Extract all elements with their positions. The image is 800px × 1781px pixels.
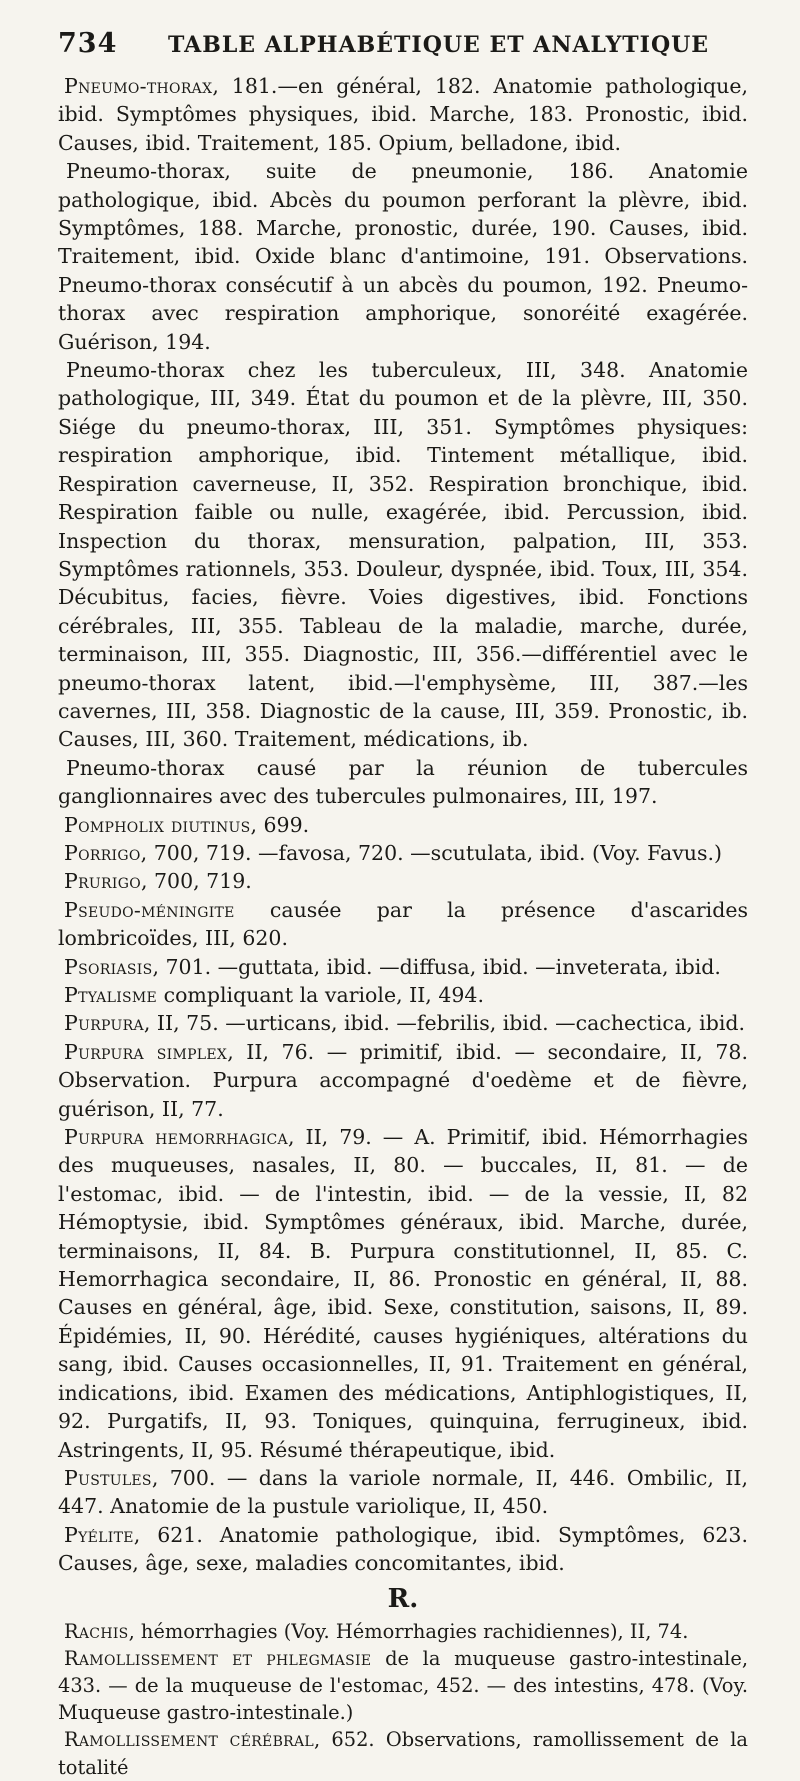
entry-text: , 621. Anatomie pathologique, ibid. Symptômes, 623. Causes, âge, sexe, maladies concomitantes, ibid.: [58, 1522, 748, 1576]
entry-text: Pneumo-thorax, suite de pneumonie, 186. Anatomie pathologique, ibid. Abcès du poumon perforant la plèvre, ibid. Symptômes, 188. Marche, pronostic, durée, 190. Causes, ibid. Traitement, ibid. Oxide blanc d'antimoine, 191. Observations. Pneumo-thorax consécutif à un abcès du poumon, 192. Pneumo-thorax avec respiration amphorique, sonoréité exagérée. Guérison, 194.: [58, 159, 748, 354]
entry-text: compliquant la variole, II, 494.: [157, 983, 484, 1007]
entry-head: Porrigo: [64, 840, 141, 865]
entry-text: , 699.: [250, 812, 310, 837]
entry-head: Pompholix diutinus: [64, 812, 251, 837]
entry-head: Ramollissement cérébral: [64, 1728, 315, 1752]
entry-text: Pneumo-thorax chez les tuberculeux, III, 348. Anatomie pathologique, III, 349. État du poumon et de la plèvre, III, 350. Siége du pneumo-thorax, III, 351. Symptômes physiques: respiration amphorique, ibid. Tintement métallique, ibid. Respiration caverneuse, II, 352. Respiration bronchique, ibid. Respiration faible ou nulle, exagérée, ibid. Percussion, ibid. Inspection du thorax, mensuration, palpation, III, 353. Symptômes rationnels, 353. Douleur, dyspnée, ibid. Toux, III, 354. Décubitus, facies, fièvre. Voies digestives, ibid. Fonctions cérébrales, III, 355. Tableau de la maladie, marche, durée, terminaison, III, 355. Diagnostic, III, 356.—différentiel avec le pneumo-thorax latent, ibid.—l'emphysème, III, 387.—les cavernes, III, 358. Diagnostic de la cause, III, 359. Pronostic, ib. Causes, III, 360. Traitement, médications, ib.: [58, 358, 748, 752]
index-entry: [58, 1123, 748, 1464]
index-entry: [58, 1521, 748, 1578]
index-subentry: [58, 754, 748, 811]
entry-head: Pyélite: [64, 1522, 134, 1547]
index-entry: [58, 1464, 748, 1521]
index-subentry: [58, 356, 748, 754]
entry-head: Purpura hemorrhagica: [64, 1125, 288, 1150]
entry-text: , 700. — dans la variole normale, II, 446. Ombilic, II, 447. Anatomie de la pustule variolique, II, 450.: [58, 1465, 748, 1519]
entry-text: , 701. —guttata, ibid. —diffusa, ibid. —inveterata, ibid.: [152, 954, 721, 979]
index-entry: [58, 1726, 748, 1780]
entry-text: causée par la présence d'ascarides lombricoïdes, III, 620.: [58, 897, 748, 951]
entry-head: Ptyalisme: [64, 983, 158, 1007]
entry-text: , 700, 719. —favosa, 720. —scutulata, ibid. (Voy. Favus.): [140, 840, 723, 865]
entry-text: , 181.—en général, 182. Anatomie pathologique, ibid. Symptômes physiques, ibid. Marche, 183. Pronostic, ibid. Causes, ibid. Traitement, 185. Opium, belladone, ibid.: [58, 74, 748, 155]
index-subentry: [58, 157, 748, 356]
entry-text: , hémorrhagies (Voy. Hémorrhagies rachidiennes), II, 74.: [128, 1619, 689, 1643]
index-entry: [58, 839, 748, 867]
entry-text: , II, 79. — A. Primitif, ibid. Hémorrhagies des muqueuses, nasales, II, 80. — buccales, II, 81. — de l'estomac, ibid. — de l'intestin, ibid. — de la vessie, II, 82 Hémoptysie, ibid. Symptômes généraux, ibid. Marche, durée, terminaisons, II, 84. B. Purpura constitutionnel, II, 85. C. Hemorrhagica secondaire, II, 86. Pronostic en général, II, 88. Causes en général, âge, ibid. Sexe, constitution, saisons, II, 89. Épidémies, II, 90. Hérédité, causes hygiéniques, altérations du sang, ibid. Causes occasionnelles, II, 91. Traitement en général, indications, ibid. Examen des médications, Antiphlogistiques, II, 92. Purgatifs, II, 93. Toniques, quinquina, ferrugineux, ibid. Astringents, II, 95. Résumé thérapeutique, ibid.: [58, 1125, 748, 1462]
entry-text: , 652. Observations, ramollissement de la totalité: [58, 1728, 748, 1779]
entry-text: , II, 75. —urticans, ibid. —febrilis, ibid. —cachectica, ibid.: [143, 1011, 746, 1036]
index-entry: [58, 1009, 748, 1037]
entry-text: , 700, 719.: [140, 869, 252, 894]
page-number: 734: [58, 28, 118, 59]
index-entry: [58, 896, 748, 953]
entry-head: Ramollissement et phlegmasie: [64, 1646, 372, 1670]
index-entry: [58, 953, 748, 981]
entry-text: de la muqueuse gastro-intestinale, 433. — de la muqueuse de l'estomac, 452. — des intestins, 478. (Voy. Muqueuse gastro-intestinale.): [58, 1646, 748, 1725]
page-header: [58, 28, 748, 72]
entry-head: Pustules: [64, 1465, 152, 1490]
entry-text: , II, 76. — primitif, ibid. — secondaire, II, 78. Observation. Purpura accompagné d'oedème et de fièvre, guérison, II, 77.: [58, 1039, 748, 1121]
entry-head: Pneumo-thorax: [64, 74, 213, 98]
entry-head: Purpura simplex: [64, 1039, 228, 1064]
index-entries: [58, 72, 748, 1578]
index-entry: [58, 72, 748, 157]
entry-text: Pneumo-thorax causé par la réunion de tubercules ganglionnaires avec des tubercules pulmonaires, III, 197.: [58, 755, 748, 809]
running-title: TABLE ALPHABÉTIQUE ET ANALYTIQUE: [168, 32, 710, 58]
entry-head: Rachis: [64, 1619, 129, 1643]
index-entry: [58, 867, 748, 895]
index-entry: [58, 1618, 748, 1645]
entry-head: Prurigo: [64, 869, 141, 894]
entry-head: Purpura: [64, 1011, 144, 1036]
index-entry: [58, 1645, 748, 1727]
section-letter: R.: [387, 1583, 419, 1614]
index-entry: [58, 811, 748, 839]
entry-head: Pseudo-méningite: [64, 897, 235, 922]
index-entries-r: [58, 1618, 748, 1781]
entry-head: Psoriasis: [64, 954, 153, 979]
index-entry: [58, 1038, 748, 1123]
index-entry: [58, 981, 748, 1009]
